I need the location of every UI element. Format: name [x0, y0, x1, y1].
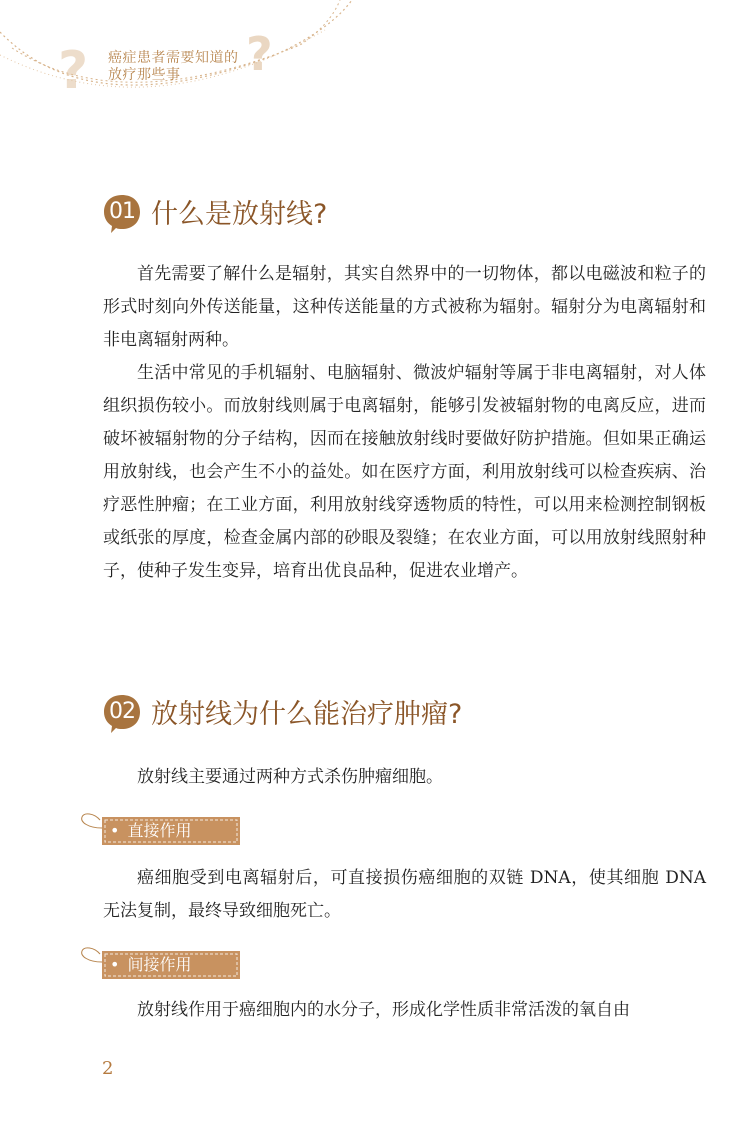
section-number-badge — [103, 194, 141, 230]
direct-effect-body — [103, 862, 706, 928]
section-02-intro — [103, 761, 706, 794]
header-title-line1: 癌症患者需要知道的 — [108, 50, 239, 66]
section-01-body — [103, 258, 706, 588]
svg-text:?: ? — [246, 27, 273, 81]
paragraph: 放射线主要通过两种方式杀伤肿瘤细胞。 — [137, 767, 443, 787]
paragraph: 首先需要了解什么是辐射，其实自然界中的一切物体，都以电磁波和粒子的形式时刻向外传送能量，这种传送能量的方式被称为辐射。辐射分为电离辐射和非电离辐射两种。 — [103, 264, 706, 350]
indirect-effect-body — [103, 994, 706, 1027]
tag-text: 直接作用 — [127, 821, 192, 840]
tag-indirect-effect — [78, 942, 244, 986]
paragraph: 癌细胞受到电离辐射后，可直接损伤癌细胞的双链 DNA，使其细胞 DNA 无法复制，最终导致细胞死亡。 — [103, 868, 706, 921]
tag-bullet: • — [110, 821, 120, 840]
question-mark-icon — [58, 41, 88, 101]
tag-direct-effect — [78, 808, 244, 852]
header-title — [108, 50, 239, 84]
tag-bullet: • — [110, 955, 120, 974]
header-title-line2: 放疗那些事 — [108, 67, 181, 83]
section-number-badge — [103, 694, 141, 730]
section-number: 01 — [109, 198, 135, 224]
tag-label — [106, 819, 240, 843]
tag-label — [106, 953, 240, 977]
section-heading-01 — [103, 192, 327, 231]
header-decoration — [0, 0, 360, 120]
section-title: 什么是放射线? — [151, 199, 328, 230]
question-mark-icon — [246, 27, 273, 81]
page-number: 2 — [102, 1058, 114, 1079]
section-heading-02 — [103, 692, 462, 731]
paragraph: 生活中常见的手机辐射、电脑辐射、微波炉辐射等属于非电离辐射，对人体组织损伤较小。而放射线则属于电离辐射，能够引发被辐射物的电离反应，进而破坏被辐射物的分子结构，因而在接触放射线时要做好防护措施。但如果正确运用放射线，也会产生不小的益处。如在医疗方面，利用放射线可以检查疾病、治疗恶性肿瘤；在工业方面，利用放射线穿透物质的特性，可以用来检测控制钢板或纸张的厚度，检查金属内部的砂眼及裂缝；在农业方面，可以用放射线照射种子，使种子发生变异，培育出优良品种，促进农业增产。 — [103, 363, 706, 581]
paragraph: 放射线作用于癌细胞内的水分子，形成化学性质非常活泼的氧自由 — [137, 1000, 630, 1020]
section-number: 02 — [109, 698, 135, 724]
svg-text:?: ? — [58, 41, 89, 101]
tag-text: 间接作用 — [127, 955, 192, 974]
section-title: 放射线为什么能治疗肿瘤? — [151, 699, 463, 730]
